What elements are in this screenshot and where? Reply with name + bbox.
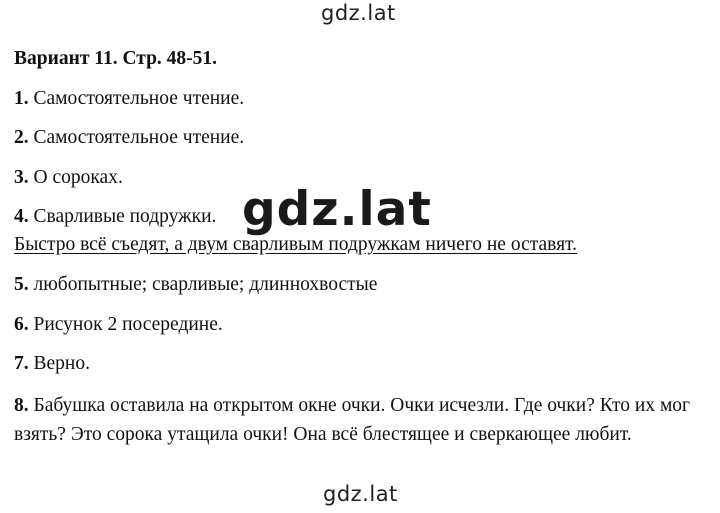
page-title: Вариант 11. Стр. 48-51. — [14, 48, 218, 69]
watermark-middle: gdz.lat — [242, 182, 432, 237]
answer-text: О сороках. — [33, 167, 123, 188]
watermark-bottom: gdz.lat — [323, 482, 398, 506]
answer-number: 1. — [14, 88, 29, 109]
answer-2 — [14, 126, 244, 150]
answer-text: Самостоятельное чтение. — [33, 88, 245, 109]
answer-number: 2. — [14, 127, 29, 148]
answer-number: 3. — [14, 167, 29, 188]
answer-5 — [14, 273, 377, 297]
answer-text: Бабушка оставила на открытом окне очки. Очки исчезли. Где очки? Кто их мог взять? Это сорока утащила очки! Она всё блестящее и сверкающее любит. — [14, 395, 691, 445]
answer-1 — [14, 87, 244, 111]
answer-number: 6. — [14, 314, 29, 335]
answer-text: любопытные; сварливые; длиннохвостые — [33, 274, 378, 295]
answer-3 — [14, 166, 123, 190]
answer-number: 4. — [14, 206, 29, 227]
answer-7 — [14, 352, 90, 376]
answer-text: Верно. — [33, 353, 90, 374]
answer-text: Самостоятельное чтение. — [33, 127, 245, 148]
answer-4-underlined-sentence: Быстро всё съедят, а двум сварливым подружкам ничего не оставят. — [14, 234, 577, 255]
answer-number: 5. — [14, 274, 29, 295]
watermark-top: gdz.lat — [321, 1, 396, 25]
answer-text: Сварливые подружки. — [33, 206, 217, 227]
answer-4 — [14, 205, 216, 229]
answer-6 — [14, 313, 223, 337]
answer-number: 7. — [14, 353, 29, 374]
answer-text: Рисунок 2 посередине. — [33, 314, 223, 335]
answer-8 — [14, 391, 706, 449]
answer-number: 8. — [14, 395, 29, 416]
